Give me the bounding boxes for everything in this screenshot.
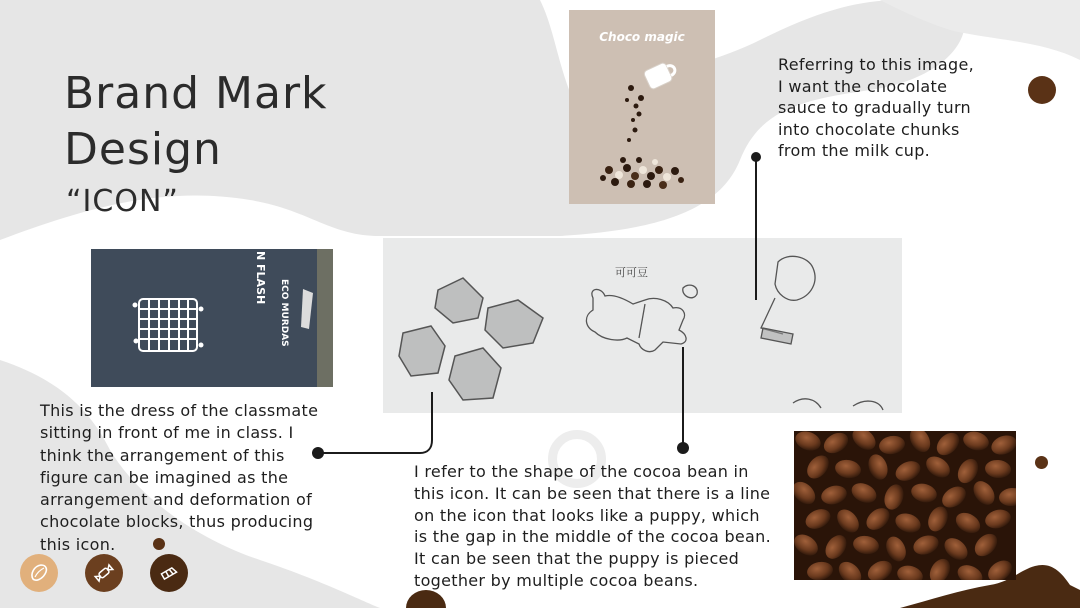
dress-note: This is the dress of the classmate sitting in front of me in class. I think the arrangement of this figure can be imagined as the arrangement and deformation of chocolate blocks, thus producing this icon. (40, 401, 319, 554)
shirt-print-text-1: N FLASH (254, 251, 267, 305)
reference-poster-image (569, 10, 715, 204)
poster-illustration (569, 10, 715, 204)
title-line-1: Brand Mark (64, 68, 328, 119)
brown-accent-dot-small (1035, 456, 1048, 469)
connector-dot-reference (751, 152, 761, 162)
pencil-sketch-image (383, 238, 902, 413)
reference-poster-title: Choco magic (599, 30, 685, 44)
connector-dot-cocoa (677, 442, 689, 454)
chocolate-balls-pile (600, 157, 684, 189)
cup-sketch (761, 256, 883, 410)
falling-chocolate (625, 85, 644, 142)
cocoa-pod-icon-button[interactable] (20, 554, 58, 592)
cocoa-note: I refer to the shape of the cocoa bean in this icon. It can be seen that there is a line on the icon that looks like a puppy, which is the gap in the middle of the cocoa bean. It can be seen that the puppy is pieced together by multiple cocoa beans. (414, 462, 771, 590)
sketch-doodle-text: 可可豆 (615, 266, 648, 279)
beans-illustration (794, 431, 1016, 580)
cocoa-pod-icon (28, 562, 50, 584)
brown-accent-dot-bottom (153, 538, 165, 550)
reference-note: Referring to this image, I want the chocolate sauce to gradually turn into chocolate chunks from the milk cup. (778, 55, 974, 160)
page-subtitle: “ICON” (66, 184, 179, 219)
classmate-shirt-image (91, 249, 333, 387)
shirt-illustration (91, 249, 333, 387)
page-title (64, 66, 328, 178)
shirt-print-text-2: ECO MURDAS (279, 279, 289, 347)
title-line-2: Design (64, 124, 222, 175)
milk-cup (643, 59, 679, 90)
chocolate-bar-icon-button[interactable] (150, 554, 188, 592)
sketch-drawing (383, 238, 902, 413)
brown-half-circle-bottom (406, 590, 446, 608)
brown-accent-dot (1028, 76, 1056, 104)
candy-icon (93, 562, 115, 584)
chocolate-bar-icon (158, 562, 180, 584)
puppy-sketch (586, 285, 697, 351)
checker-squares-sketch (399, 278, 543, 400)
candy-icon-button[interactable] (85, 554, 123, 592)
cocoa-beans-image (794, 431, 1016, 580)
